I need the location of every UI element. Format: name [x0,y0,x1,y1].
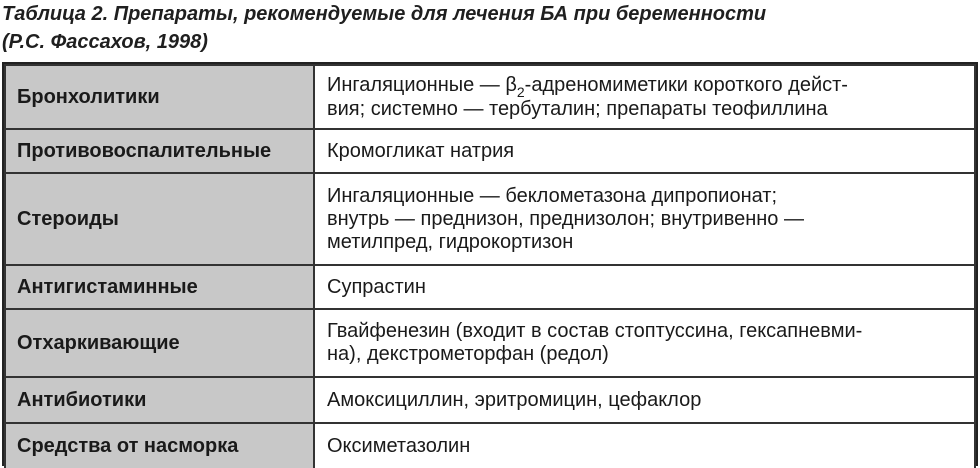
table-row [5,423,975,468]
table-row [5,377,975,423]
drugs-cell [314,65,975,129]
drugs-cell [314,423,975,468]
drugs-line [327,74,968,98]
category-cell: Антибиотики [5,377,314,423]
drugs-line: Супрастин [327,275,426,298]
table-row [5,309,975,377]
subscript: 2 [516,83,525,100]
drugs-line: Амоксициллин, эритромицин, цефаклор [327,388,702,411]
drugs-cell [314,265,975,309]
caption-line-2: (Р.С. Фассахов, 1998) [2,31,208,53]
drugs-line: на), декстрометорфан (редол) [327,343,609,365]
category-cell: Противовоспалительные [5,129,314,173]
drugs-cell [314,173,975,265]
drugs-line: Ингаляционные — беклометазона дипропионат; [327,184,778,207]
drug-table [2,62,978,466]
drugs-line: внутрь — преднизон, преднизолон; внутривенно — [327,207,804,230]
category-cell: Отхаркивающие [5,309,314,377]
drugs-cell [314,377,975,423]
category-cell: Средства от насморка [5,423,314,468]
drugs-cell [314,129,975,173]
drugs-line: вия; системно — тербуталин; препараты теофиллина [327,97,828,120]
drugs-line-suffix: -адреномиметики короткого дейст- [524,73,848,96]
drugs-line-prefix: Ингаляционные — β [327,73,517,96]
category-cell: Бронхолитики [5,65,314,129]
table-row [5,129,975,173]
table-row [5,173,975,265]
drugs-line: Оксиметазолин [327,434,471,457]
category-cell: Антигистаминные [5,265,314,309]
drugs-line: Гвайфенезин (входит в состав стоптуссина, гексапневми- [327,320,863,342]
table-row [5,265,975,309]
caption-line-1: Таблица 2. Препараты, рекомендуемые для лечения БА при беременности [2,3,767,25]
table-row [5,65,975,129]
drugs-line: метилпред, гидрокортизон [327,230,574,253]
drug-table-body [5,65,975,468]
table-caption [2,0,978,56]
category-cell: Стероиды [5,173,314,265]
drugs-cell [314,309,975,377]
drugs-line: Кромогликат натрия [327,139,515,162]
